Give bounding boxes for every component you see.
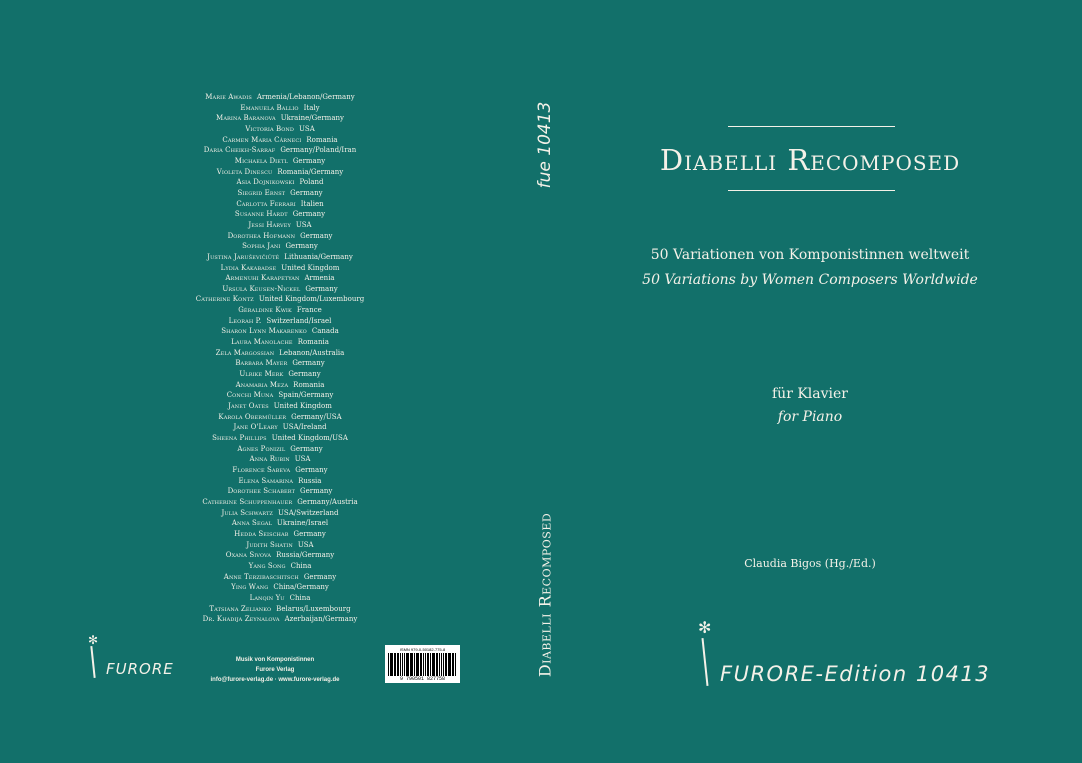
composer-country: Ukraine/Israel bbox=[276, 519, 329, 528]
composer-entry bbox=[150, 326, 410, 337]
composer-country: USA bbox=[294, 455, 311, 464]
composer-name: Sheena Phillips bbox=[212, 434, 267, 442]
composer-country: United Kingdom/USA bbox=[271, 434, 348, 442]
composer-entry bbox=[150, 529, 410, 540]
composer-entry bbox=[150, 358, 410, 369]
composer-entry bbox=[150, 390, 410, 401]
composer-entry bbox=[150, 305, 410, 316]
composer-name: Yang Song bbox=[248, 561, 286, 570]
publisher-info bbox=[205, 655, 345, 685]
composer-country: France bbox=[296, 306, 322, 315]
composer-name: Laura Manolache bbox=[231, 338, 293, 347]
back-cover bbox=[0, 0, 510, 763]
publisher-tagline: Musik von Komponistinnen bbox=[235, 657, 315, 663]
composer-entry bbox=[150, 124, 410, 135]
composer-entry bbox=[150, 188, 410, 199]
composer-country: Italy bbox=[303, 103, 320, 112]
composer-country: USA bbox=[299, 124, 315, 133]
composer-name: Judith Shatin bbox=[246, 540, 293, 549]
composer-country: United Kingdom bbox=[273, 402, 332, 411]
composer-country: Germany bbox=[285, 242, 318, 251]
composer-entry bbox=[150, 294, 410, 305]
composer-entry bbox=[150, 252, 410, 263]
composer-name: Karola Obermüller bbox=[218, 412, 287, 421]
composer-name: Géraldine Kwik bbox=[238, 306, 292, 315]
composer-entry bbox=[150, 401, 410, 412]
composer-name: Daria Cheikh-Sarraf bbox=[203, 146, 276, 155]
composer-country: Germany/Poland/Iran bbox=[280, 146, 357, 155]
composer-name: Ying Wang bbox=[231, 583, 269, 592]
composer-name: Conchi Muna bbox=[226, 391, 274, 400]
instrument-german: für Klavier bbox=[772, 386, 848, 402]
composer-country: Germany bbox=[288, 370, 321, 379]
composer-entry bbox=[150, 113, 410, 124]
composer-entry bbox=[150, 145, 410, 156]
composer-country: Spain/Germany bbox=[278, 391, 334, 400]
furore-logo-front bbox=[698, 618, 991, 686]
composer-entry bbox=[150, 337, 410, 348]
composer-country: Lebanon/Australia bbox=[279, 348, 345, 357]
composer-name: Sharon Lynn Makarenko bbox=[221, 327, 307, 336]
composer-entry bbox=[150, 369, 410, 380]
composer-country: Russia bbox=[298, 476, 322, 485]
composer-country: Romania bbox=[306, 135, 338, 144]
barcode bbox=[385, 645, 460, 683]
composer-country: Lithuania/Germany bbox=[284, 252, 353, 261]
composer-entry bbox=[150, 550, 410, 561]
composer-country: China bbox=[290, 561, 312, 570]
composer-entry bbox=[150, 135, 410, 146]
composer-entry bbox=[150, 593, 410, 604]
composer-country: Germany bbox=[300, 487, 333, 496]
furore-logo-text: FURORE bbox=[106, 660, 174, 678]
composer-country: Germany bbox=[292, 210, 326, 219]
furore-mark-icon: ✻ bbox=[88, 634, 104, 678]
composer-entry bbox=[150, 241, 410, 252]
composer-entry bbox=[150, 209, 410, 220]
composer-name: Anna Rubin bbox=[249, 455, 290, 464]
composer-country: Romania bbox=[297, 338, 329, 347]
composer-entry bbox=[150, 497, 410, 508]
composer-name: Julia Schwartz bbox=[221, 508, 273, 517]
furore-edition-text: FURORE-Edition 10413 bbox=[720, 662, 991, 686]
composer-entry bbox=[150, 263, 410, 274]
composer-country: Belarus/Luxembourg bbox=[276, 604, 351, 613]
composer-name: Dr. Khadija Zeynalova bbox=[202, 615, 280, 624]
composer-entry bbox=[150, 220, 410, 231]
composer-entry bbox=[150, 444, 410, 455]
barcode-bars bbox=[388, 653, 457, 676]
composer-name: Tatsiana Zelianko bbox=[209, 604, 272, 613]
composer-country: Germany bbox=[295, 465, 328, 474]
composer-name: Catherine Schuppenhauer bbox=[202, 497, 293, 506]
composer-name: Jessi Harvey bbox=[248, 220, 291, 229]
spine-number bbox=[525, 90, 565, 200]
composer-country: Germany bbox=[303, 572, 337, 581]
instrument-english: for Piano bbox=[777, 409, 843, 425]
composer-entry bbox=[150, 199, 410, 210]
composer-entry bbox=[150, 348, 410, 359]
composer-entry bbox=[150, 518, 410, 529]
composer-country: Poland bbox=[299, 178, 324, 187]
composer-entry bbox=[150, 167, 410, 178]
title-rule-top bbox=[728, 126, 895, 127]
composer-country: Armenia/Lebanon/Germany bbox=[256, 93, 355, 101]
composer-country: Germany/USA bbox=[291, 412, 342, 421]
cover-title: Diabelli Recomposed bbox=[659, 143, 961, 177]
composer-name: Michaela Dietl bbox=[234, 156, 288, 165]
composer-entry bbox=[150, 572, 410, 583]
furore-mark-icon: ✻ bbox=[698, 622, 718, 686]
spine-title-text: Diabelli Recomposed bbox=[535, 512, 555, 678]
composer-entry bbox=[150, 103, 410, 114]
title-rule-bottom bbox=[728, 190, 895, 191]
composer-name: Elena Samarina bbox=[238, 476, 294, 485]
composer-entry bbox=[150, 614, 410, 625]
composer-name: Florence Sabeva bbox=[232, 465, 291, 474]
composer-country: USA bbox=[295, 220, 312, 229]
front-cover bbox=[600, 0, 1082, 763]
composer-country: Germany bbox=[292, 156, 326, 165]
composer-country: Russia/Germany bbox=[276, 551, 335, 560]
composer-name: Jane O'Leary bbox=[233, 423, 278, 432]
spine-title bbox=[525, 500, 565, 690]
composer-country: Germany bbox=[305, 284, 338, 293]
composer-name: Victoria Bond bbox=[245, 124, 295, 133]
composer-name: Asia Dojnikowski bbox=[236, 178, 295, 187]
composer-country: United Kingdom bbox=[281, 263, 340, 272]
composer-country: Germany bbox=[290, 444, 323, 453]
composer-country: Italien bbox=[300, 199, 324, 208]
composer-name: Anna Segal bbox=[231, 519, 272, 528]
composer-name: Ursula Keusen-Nickel bbox=[222, 284, 301, 293]
composer-name: Susanne Hardt bbox=[234, 210, 288, 219]
composer-name: Barbara Mayer bbox=[235, 359, 288, 368]
composer-name: Marina Baranova bbox=[216, 114, 276, 123]
composer-country: Ukraine/Germany bbox=[280, 114, 344, 123]
furore-logo-back bbox=[88, 634, 174, 678]
composer-name: Agnes Ponizil bbox=[237, 444, 286, 453]
composer-country: United Kingdom/Luxembourg bbox=[258, 295, 365, 304]
spine-number-text: fue 10413 bbox=[535, 101, 555, 189]
composer-name: Carmen Maria Cârneci bbox=[222, 135, 302, 144]
composer-name: Catherine Kontz bbox=[195, 295, 254, 304]
composer-entry bbox=[150, 273, 410, 284]
composer-name: Ulrike Merk bbox=[239, 370, 284, 379]
composer-country: USA bbox=[297, 540, 314, 549]
composer-list bbox=[150, 92, 410, 625]
composer-country: China/Germany bbox=[273, 583, 329, 592]
composer-country: Germany bbox=[292, 359, 325, 368]
composer-country: China bbox=[289, 593, 311, 602]
composer-entry bbox=[150, 433, 410, 444]
composer-entry bbox=[150, 465, 410, 476]
composer-name: Carlotta Ferrari bbox=[236, 199, 296, 208]
composer-entry bbox=[150, 561, 410, 572]
composer-country: Germany bbox=[300, 231, 333, 240]
composer-entry bbox=[150, 284, 410, 295]
composer-name: Hedda Seischab bbox=[234, 529, 289, 538]
composer-entry bbox=[150, 380, 410, 391]
composer-name: Leorah P. bbox=[228, 316, 262, 325]
composer-name: Dorothea Hofmann bbox=[227, 231, 296, 240]
composer-entry bbox=[150, 582, 410, 593]
composer-entry bbox=[150, 486, 410, 497]
editor-credit: Claudia Bigos (Hg./Ed.) bbox=[744, 557, 876, 570]
composer-entry bbox=[150, 508, 410, 519]
composer-country: Canada bbox=[311, 327, 339, 336]
composer-name: Anamaria Meza bbox=[235, 380, 289, 389]
composer-entry bbox=[150, 156, 410, 167]
composer-name: Armenuhi Karapetyan bbox=[225, 274, 300, 283]
composer-country: Romania bbox=[293, 380, 325, 389]
composer-name: Justina Jaruševičiūtė bbox=[207, 252, 280, 261]
composer-country: Germany/Austria bbox=[297, 497, 358, 506]
composer-country: USA/Ireland bbox=[282, 423, 327, 432]
composer-entry bbox=[150, 231, 410, 242]
composer-name: Janet Oates bbox=[228, 402, 269, 411]
composer-entry bbox=[150, 454, 410, 465]
composer-country: Germany bbox=[293, 529, 326, 538]
composer-name: Marie Awadis bbox=[205, 93, 252, 101]
composer-name: Violeta Dinescu bbox=[216, 167, 273, 176]
composer-name: Sophia Jani bbox=[242, 242, 281, 251]
composer-name: Emanuela Ballio bbox=[240, 103, 299, 112]
composer-entry bbox=[150, 604, 410, 615]
composer-country: Armenia bbox=[304, 274, 335, 283]
barcode-isbn: ISMN 979-0-50182-775-8 bbox=[399, 647, 446, 652]
composer-name: Anne Terzibaschitsch bbox=[223, 572, 299, 581]
composer-entry bbox=[150, 177, 410, 188]
composer-name: Lydia Kakabadse bbox=[220, 263, 277, 272]
composer-country: Azerbaijan/Germany bbox=[284, 615, 358, 624]
barcode-number: 9 790501 827758 bbox=[399, 676, 445, 682]
composer-entry bbox=[150, 476, 410, 487]
subtitle-english: 50 Variations by Women Composers Worldwide bbox=[642, 272, 978, 288]
publisher-contact: info@furore-verlag.de · www.furore-verlag.de bbox=[210, 677, 340, 683]
composer-entry bbox=[150, 92, 410, 103]
composer-name: Dorothee Schabert bbox=[227, 487, 296, 496]
composer-entry bbox=[150, 412, 410, 423]
publisher-name: Furore Verlag bbox=[255, 667, 295, 673]
composer-country: USA/Switzerland bbox=[278, 508, 339, 517]
subtitle-german: 50 Variationen von Komponistinnen weltweit bbox=[650, 247, 970, 263]
composer-name: Zela Margossian bbox=[215, 348, 275, 357]
composer-name: Oxana Sivova bbox=[225, 551, 272, 560]
composer-name: Lanqin Yu bbox=[249, 593, 285, 602]
composer-entry bbox=[150, 422, 410, 433]
composer-entry bbox=[150, 540, 410, 551]
composer-entry bbox=[150, 316, 410, 327]
composer-country: Romania/Germany bbox=[277, 167, 344, 176]
composer-country: Germany bbox=[290, 188, 323, 197]
composer-country: Switzerland/Israel bbox=[266, 316, 332, 325]
composer-name: Siegrid Ernst bbox=[237, 188, 286, 197]
